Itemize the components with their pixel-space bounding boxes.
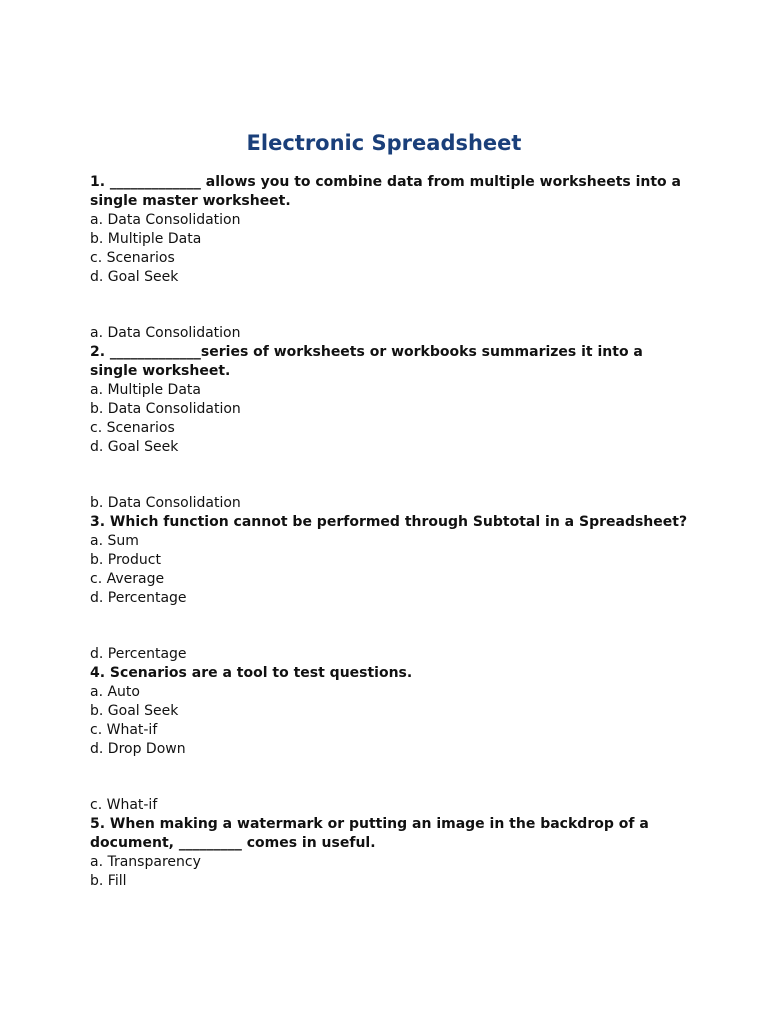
option-item: d. Drop Down	[90, 741, 186, 757]
option-item: c. Average	[90, 571, 165, 587]
question-block	[90, 343, 690, 513]
question-block	[90, 513, 690, 664]
option-item: a. Data Consolidation	[90, 212, 241, 228]
question-text: 1. _____________ allows you to combine data from multiple worksheets into a single master worksheet.	[90, 174, 681, 209]
option-item: c. Scenarios	[90, 420, 175, 436]
answer-text: b. Data Consolidation	[90, 495, 241, 511]
question-text: 5. When making a watermark or putting an image in the backdrop of a document, _________ comes in useful.	[90, 816, 649, 851]
option-item: a. Sum	[90, 533, 139, 549]
option-item: a. Multiple Data	[90, 382, 201, 398]
option-item: a. Auto	[90, 684, 140, 700]
question-list	[90, 173, 690, 891]
option-item: b. Fill	[90, 873, 127, 889]
question-block	[90, 815, 690, 891]
option-item: b. Data Consolidation	[90, 401, 241, 417]
option-item: b. Multiple Data	[90, 231, 202, 247]
option-item: d. Goal Seek	[90, 439, 179, 455]
question-block	[90, 664, 690, 815]
question-text: 4. Scenarios are a tool to test questions.	[90, 665, 413, 681]
answer-text: a. Data Consolidation	[90, 325, 241, 341]
question-block	[90, 173, 690, 343]
answer-text: d. Percentage	[90, 646, 187, 662]
page-title: Electronic Spreadsheet	[246, 131, 522, 155]
option-item: d. Percentage	[90, 590, 187, 606]
question-text: 3. Which function cannot be performed through Subtotal in a Spreadsheet?	[90, 514, 688, 530]
option-item: c. Scenarios	[90, 250, 175, 266]
question-text: 2. _____________series of worksheets or workbooks summarizes it into a single worksheet.	[90, 344, 643, 379]
answer-text: c. What-if	[90, 797, 158, 813]
option-item: b. Goal Seek	[90, 703, 179, 719]
option-item: b. Product	[90, 552, 161, 568]
option-item: c. What-if	[90, 722, 158, 738]
option-item: d. Goal Seek	[90, 269, 179, 285]
option-item: a. Transparency	[90, 854, 201, 870]
